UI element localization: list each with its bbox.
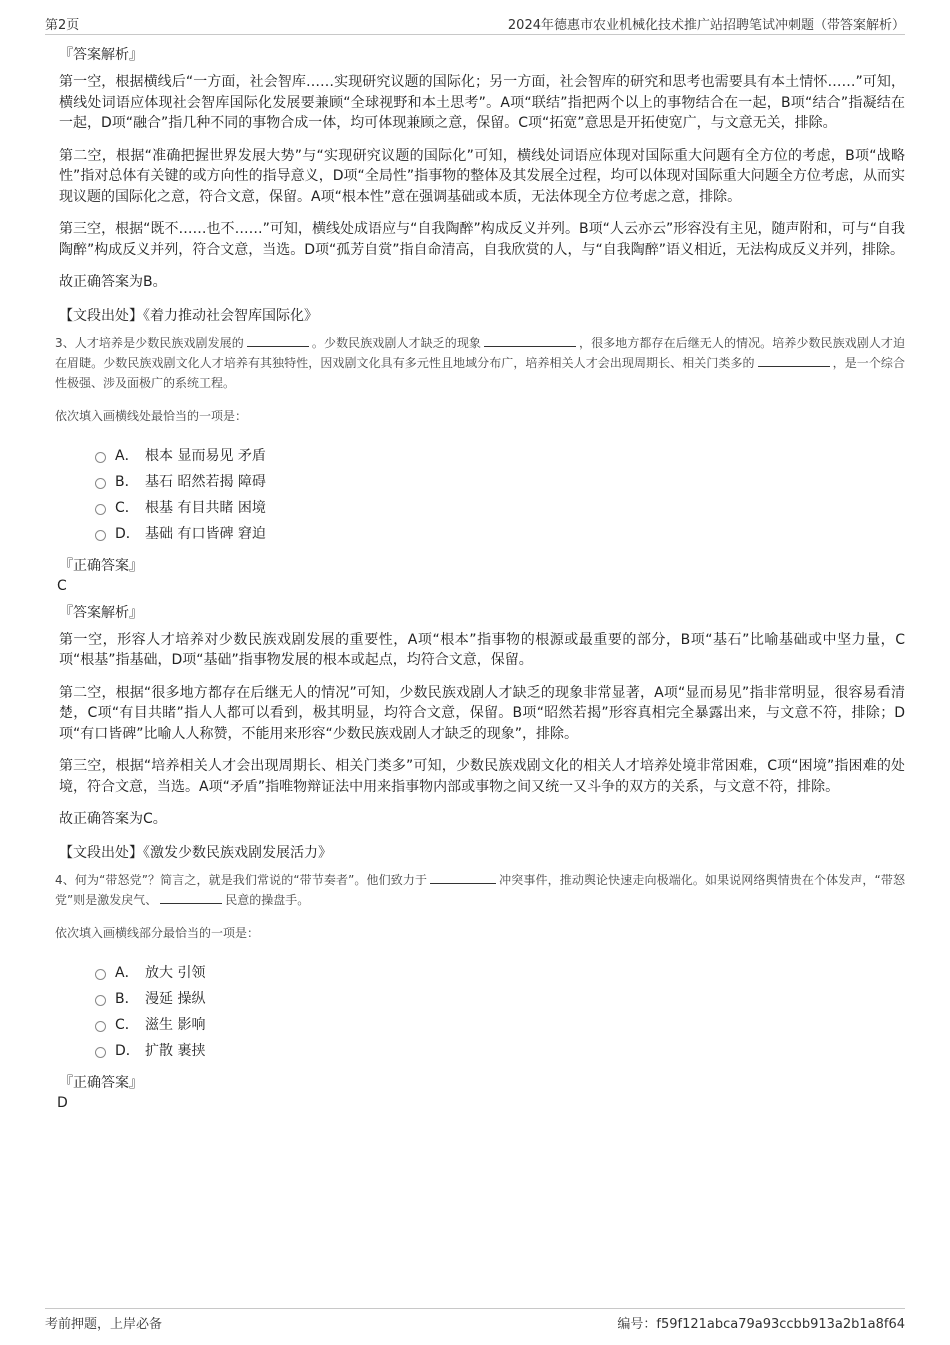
correct-answer-label: 『正确答案』 <box>59 1074 143 1091</box>
source-citation: 【文段出处】《激发少数民族戏剧发展活力》 <box>59 844 332 861</box>
page-number: 第2页 <box>45 18 80 33</box>
question-prompt: 依次填入画横线部分最恰当的一项是： <box>55 925 260 940</box>
question-4-stem: 4、何为“带怒党”？简言之，就是我们常说的“带节奏者”。他们致力于 冲突事件，推动舆论快速走向极端化。如果说网络舆情贵在个体发声，“带怒党”则是激发戾气、 民意的操盘手。 <box>55 870 905 910</box>
analysis-paragraph: 第二空，根据“准确把握世界发展大势”与“实现研究议题的国际化”可知，横线处词语应体现对国际重大问题有全方位的考虑，B项“战略性”指对总体有关键的或方向性的指导意义，D项“全局性”指事物的整体及其发展全过程，均可以体现对国际重大问题全方位考虑，从而实现议题的国际化之意，符合文意，保留。A项“根本性”意在强调基础或本质，无法体现全方位考虑之意，排除。 <box>59 147 905 205</box>
correct-answer-label: 『正确答案』 <box>59 557 143 574</box>
blank <box>160 890 222 904</box>
option-c[interactable]: C． 滋生 影响 <box>95 1011 905 1037</box>
blank <box>484 333 576 347</box>
analysis-paragraph: 第三空，根据“既不……也不……”可知，横线处成语应与“自我陶醉”构成反义并列。B项“人云亦云”形容没有主见，随声附和，可与“自我陶醉”构成反义并列，符合文意，当选。D项“孤芳自赏”指自命清高，自我欣赏的人，与“自我陶醉”语义相近，无法构成反义并列，排除。 <box>59 221 905 258</box>
analysis-paragraph: 第二空，根据“很多地方都存在后继无人的情况”可知，少数民族戏剧人才缺乏的现象非常显著，A项“显而易见”指非常明显，很容易看清楚，C项“有目共睹”指人人都可以看到，极其明显，均符合文意，保留。B项“昭然若揭”形容真相完全暴露出来，与文意不符，排除；D项“有口皆碑”比喻人人称赞，不能用来形容“少数民族戏剧人才缺乏的现象”，排除。 <box>59 684 905 742</box>
question-prompt: 依次填入画横线处最恰当的一项是： <box>55 408 248 423</box>
document-title: 2024年德惠市农业机械化技术推广站招聘笔试冲刺题（带答案解析） <box>507 18 905 33</box>
radio-icon[interactable] <box>95 530 106 541</box>
option-a[interactable]: A． 根本 显而易见 矛盾 <box>95 442 905 468</box>
page-header <box>45 12 905 35</box>
correct-answer: D <box>57 1094 68 1111</box>
radio-icon[interactable] <box>95 478 106 489</box>
radio-icon[interactable] <box>95 969 106 980</box>
radio-icon[interactable] <box>95 995 106 1006</box>
analysis-label: 『答案解析』 <box>59 604 143 621</box>
footer-slogan: 考前押题，上岸必备 <box>45 1317 163 1332</box>
analysis-paragraph: 第三空，根据“培养相关人才会出现周期长、相关门类多”可知，少数民族戏剧文化的相关人才培养处境非常困难，C项“困境”指困难的处境，符合文意，当选。A项“矛盾”指唯物辩证法中用来指事物内部或事物之间又统一又斗争的双方的关系，与文意不符，排除。 <box>59 758 905 795</box>
source-citation: 【文段出处】《着力推动社会智库国际化》 <box>59 307 318 324</box>
option-b[interactable]: B． 基石 昭然若揭 障碍 <box>95 468 905 494</box>
analysis-paragraph: 第一空，根据横线后“一方面，社会智库……实现研究议题的国际化；另一方面，社会智库的研究和思考也需要具有本土情怀……”可知，横线处词语应体现社会智库国际化发展要兼顾“全球视野和本土思考”。A项“联结”指把两个以上的事物结合在一起，B项“结合”指凝结在一起，D项“融合”指几种不同的事物合成一体，均可体现兼顾之意，保留。C项“拓宽”意思是开拓使宽广，与文意无关，排除。 <box>59 74 905 131</box>
conclusion: 故正确答案为B。 <box>59 274 167 290</box>
question-4-options <box>95 959 905 1063</box>
option-d[interactable]: D． 基础 有口皆碑 窘迫 <box>95 520 905 546</box>
page-footer <box>45 1308 905 1331</box>
radio-icon[interactable] <box>95 452 106 463</box>
radio-icon[interactable] <box>95 504 106 515</box>
conclusion: 故正确答案为C。 <box>59 811 167 827</box>
correct-answer: C <box>57 577 67 594</box>
option-d[interactable]: D． 扩散 裹挟 <box>95 1037 905 1063</box>
option-b[interactable]: B． 漫延 操纵 <box>95 985 905 1011</box>
analysis-label: 『答案解析』 <box>59 47 143 63</box>
radio-icon[interactable] <box>95 1021 106 1032</box>
page-content <box>45 44 905 1119</box>
option-a[interactable]: A． 放大 引领 <box>95 959 905 985</box>
blank <box>247 333 309 347</box>
blank <box>430 870 496 884</box>
blank <box>758 353 830 367</box>
radio-icon[interactable] <box>95 1047 106 1058</box>
document-id: 编号：f59f121abca79a93ccbb913a2b1a8f64 <box>617 1317 905 1332</box>
question-3-options <box>95 442 905 546</box>
option-c[interactable]: C． 根基 有目共睹 困境 <box>95 494 905 520</box>
question-3-stem: 3、人才培养是少数民族戏剧发展的 。少数民族戏剧人才缺乏的现象 ，很多地方都存在后继无人的情况。培养少数民族戏剧人才迫在眉睫。少数民族戏剧文化人才培养有其独特性，因戏剧文化具有多元性且地域分布广，培养相关人才会出现周期长、相关门类多的 ，是一个综合性极强、涉及面极广的系统工程。 <box>55 333 905 393</box>
analysis-paragraph: 第一空，形容人才培养对少数民族戏剧发展的重要性，A项“根本”指事物的根源或最重要的部分，B项“基石”比喻基础或中坚力量，C项“根基”指基础，D项“基础”指事物发展的根本或起点，均符合文意，保留。 <box>59 631 905 668</box>
